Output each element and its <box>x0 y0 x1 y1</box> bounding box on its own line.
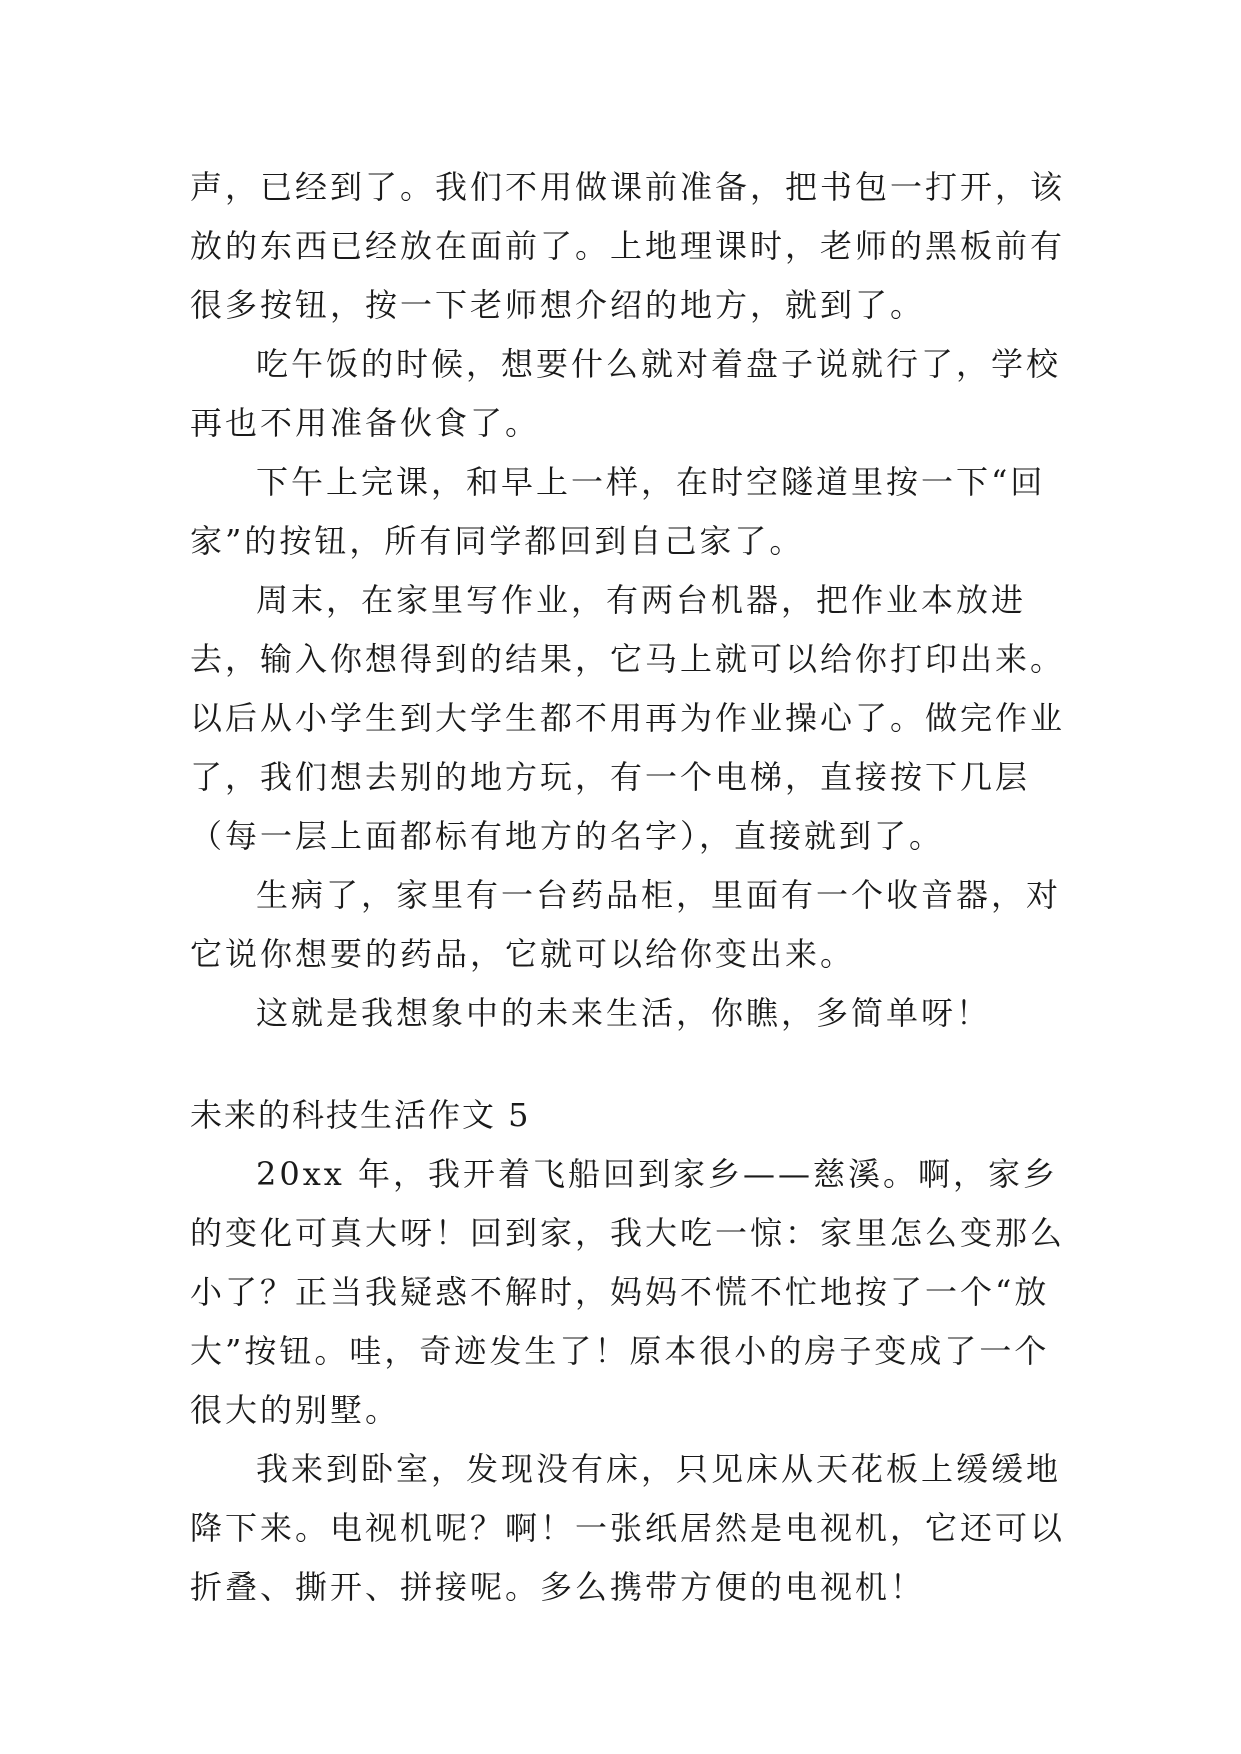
paragraph: 吃午饭的时候，想要什么就对着盘子说就行了，学校再也不用准备伙食了。 <box>190 345 1062 442</box>
paragraph: 我来到卧室，发现没有床，只见床从天花板上缓缓地降下来。电视机呢？啊！一张纸居然是电视机，它还可以折叠、撕开、拼接呢。多么携带方便的电视机！ <box>190 1450 1066 1606</box>
section-title: 未来的科技生活作文 5 <box>190 1096 531 1134</box>
paragraph: 周末，在家里写作业，有两台机器，把作业本放进去，输入你想得到的结果，它马上就可以给你打印出来。以后从小学生到大学生都不用再为作业操心了。做完作业了，我们想去别的地方玩，有一个电梯，直接按下几层（每一层上面都标有地方的名字），直接就到了。 <box>190 581 1066 855</box>
paragraph: 20xx 年，我开着飞船回到家乡——慈溪。啊，家乡的变化可真大呀！回到家，我大吃一惊：家里怎么变那么小了？正当我疑惑不解时，妈妈不慌不忙地按了一个“放大”按钮。哇，奇迹发生了！原本很小的房子变成了一个很大的别墅。 <box>190 1155 1066 1429</box>
paragraph: 生病了，家里有一台药品柜，里面有一个收音器，对它说你想要的药品，它就可以给你变出来。 <box>190 876 1062 973</box>
section-a-body <box>190 158 1070 1043</box>
paragraph: 下午上完课，和早上一样，在时空隧道里按一下“回家”的按钮，所有同学都回到自己家了。 <box>190 463 1046 560</box>
section-b-body <box>190 1145 1070 1617</box>
paragraph: 这就是我想象中的未来生活，你瞧，多简单呀！ <box>256 994 992 1032</box>
paragraph: 声，已经到了。我们不用做课前准备，把书包一打开，该放的东西已经放在面前了。上地理课时，老师的黑板前有很多按钮，按一下老师想介绍的地方，就到了。 <box>190 168 1066 324</box>
